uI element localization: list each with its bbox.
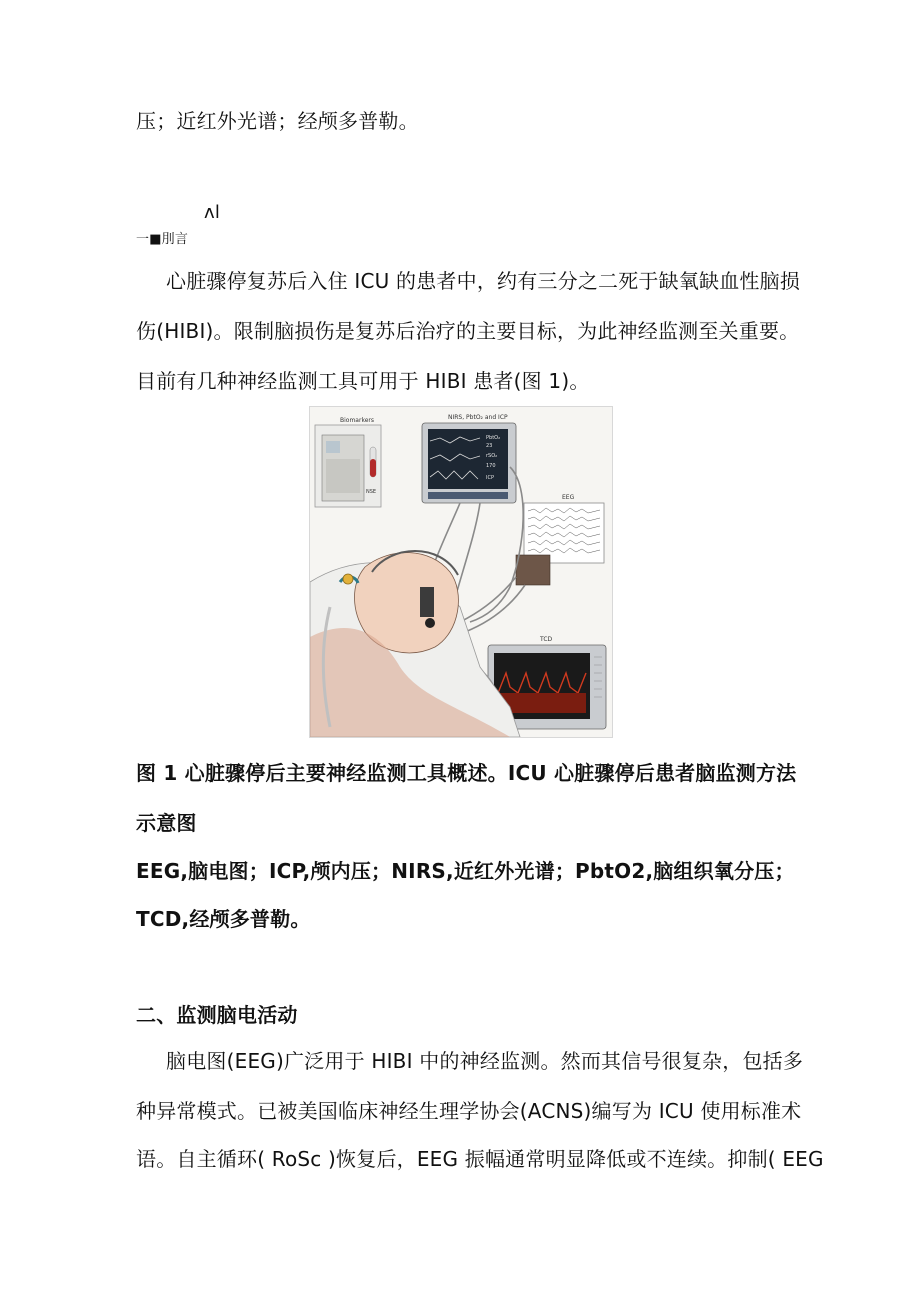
- illustration-svg: [310, 407, 612, 737]
- monitor-value: ICP: [486, 475, 494, 481]
- section-heading-eeg: 二、监测脑电活动: [136, 1003, 298, 1027]
- paragraph-line: 伤(HIBI)。限制脑损伤是复苏后治疗的主要目标，为此神经监测至关重要。: [136, 319, 800, 343]
- monitor-value: 23: [486, 443, 493, 449]
- monitor-value: 170: [486, 463, 496, 469]
- text-line-top: 压；近红外光谱；经颅多普勒。: [136, 109, 419, 133]
- figure-caption-line: TCD,经颅多普勒。: [136, 907, 311, 931]
- monitor-value: rSO₂: [486, 453, 498, 459]
- label-tcd: TCD: [540, 636, 553, 643]
- paragraph-line: 目前有几种神经监测工具可用于 HIBI 患者(图 1)。: [136, 369, 590, 393]
- paragraph-line: 语。自主循环( RoSc )恢复后，EEG 振幅通常明显降低或不连续。抑制( EEG: [136, 1147, 824, 1171]
- figure-caption-line: 示意图: [136, 811, 197, 835]
- figure-caption-line: EEG,脑电图；ICP,颅内压；NIRS,近红外光谱；PbtO2,脑组织氧分压；: [136, 859, 795, 883]
- label-eeg: EEG: [562, 494, 575, 501]
- label-nse: NSE: [366, 489, 377, 495]
- label-nirs: NIRS, PbtO₂ and ICP: [448, 414, 508, 421]
- monitor-value: PbtO₂: [486, 435, 501, 441]
- paragraph-line: 种异常模式。已被美国临床神经生理学协会(ACNS)编写为 ICU 使用标准术: [136, 1099, 802, 1123]
- label-biomarkers: Biomarkers: [340, 417, 374, 424]
- paragraph-line: 心脏骤停复苏后入住 ICU 的患者中，约有三分之二死于缺氧缺血性脑损: [166, 269, 801, 293]
- stray-mark: ᴧl: [204, 202, 221, 223]
- paragraph-line: 脑电图(EEG)广泛用于 HIBI 中的神经监测。然而其信号很复杂，包括多: [166, 1049, 804, 1073]
- section-heading-preface: 一■刖言: [136, 232, 189, 247]
- figure-neuro-monitoring-illustration: [309, 406, 613, 738]
- figure-caption-line: 图 1 心脏骤停后主要神经监测工具概述。ICU 心脏骤停后患者脑监测方法: [136, 761, 797, 785]
